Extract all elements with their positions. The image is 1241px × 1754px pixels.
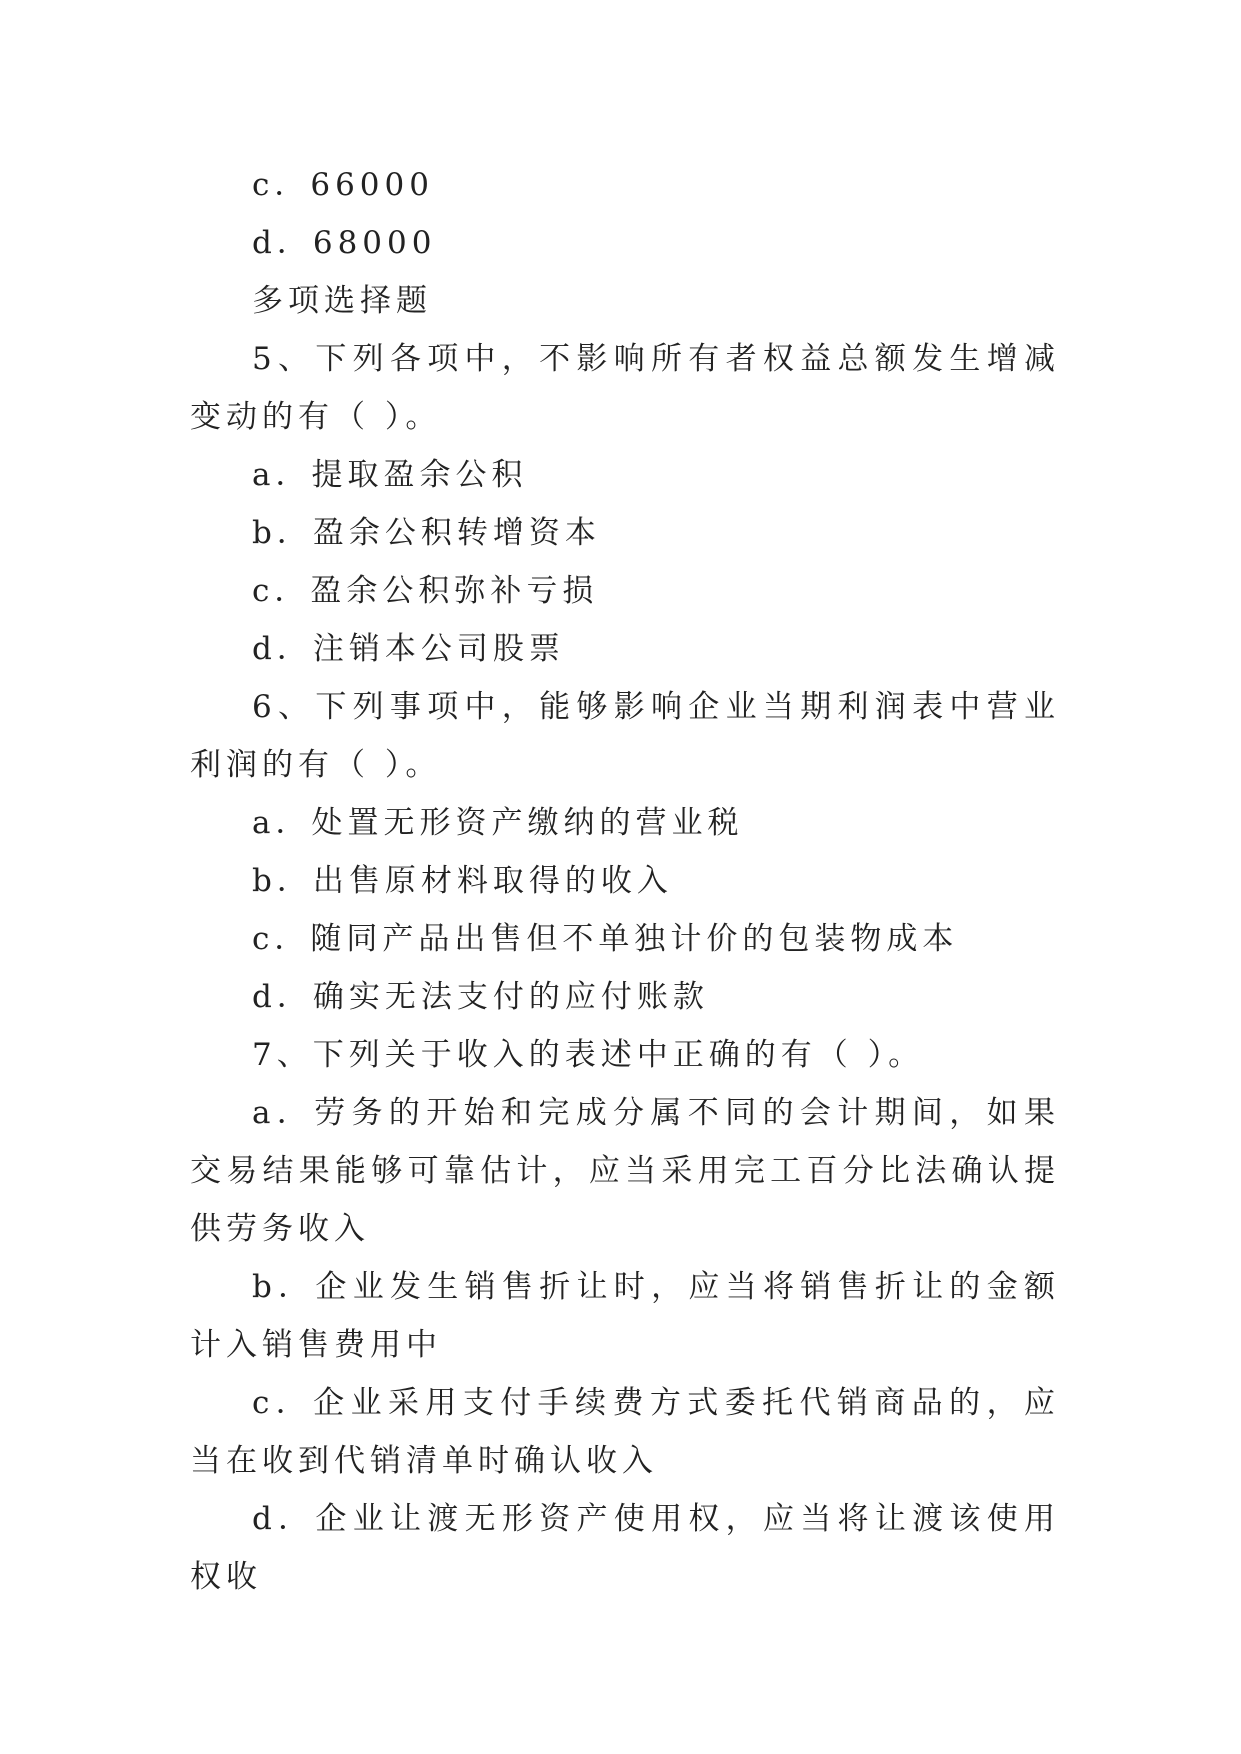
option-c-q4: c．66000 — [252, 167, 434, 203]
option-a-q7: a．劳务的开始和完成分属不同的会计期间，如果交易结果能够可靠估计，应当采用完工百分比法确认提供劳务收入 — [190, 1095, 1060, 1247]
question-7: 7、下列关于收入的表述中正确的有（ ）。 — [252, 1037, 925, 1073]
option-c-q6: c．随同产品出售但不单独计价的包装物成本 — [252, 921, 959, 957]
option-b-q5: b．盈余公积转增资本 — [252, 515, 601, 551]
option-d-q4: d．68000 — [252, 225, 437, 261]
option-d-q5: d．注销本公司股票 — [252, 631, 565, 667]
section-heading: 多项选择题 — [252, 283, 432, 319]
option-b-q7: b．企业发生销售折让时，应当将销售折让的金额计入销售费用中 — [190, 1269, 1060, 1363]
option-d-q7: d．企业让渡无形资产使用权，应当将让渡该使用权收 — [190, 1501, 1060, 1595]
question-6: 6、下列事项中，能够影响企业当期利润表中营业利润的有（ ）。 — [190, 689, 1060, 783]
question-5: 5、下列各项中，不影响所有者权益总额发生增减变动的有（ ）。 — [190, 341, 1060, 435]
option-a-q6: a．处置无形资产缴纳的营业税 — [252, 805, 744, 841]
option-a-q5: a．提取盈余公积 — [252, 457, 528, 493]
document-body — [190, 156, 1060, 1606]
option-d-q6: d．确实无法支付的应付账款 — [252, 979, 709, 1015]
option-c-q7: c．企业采用支付手续费方式委托代销商品的，应当在收到代销清单时确认收入 — [190, 1385, 1060, 1479]
option-b-q6: b．出售原材料取得的收入 — [252, 863, 673, 899]
option-c-q5: c．盈余公积弥补亏损 — [252, 573, 599, 609]
